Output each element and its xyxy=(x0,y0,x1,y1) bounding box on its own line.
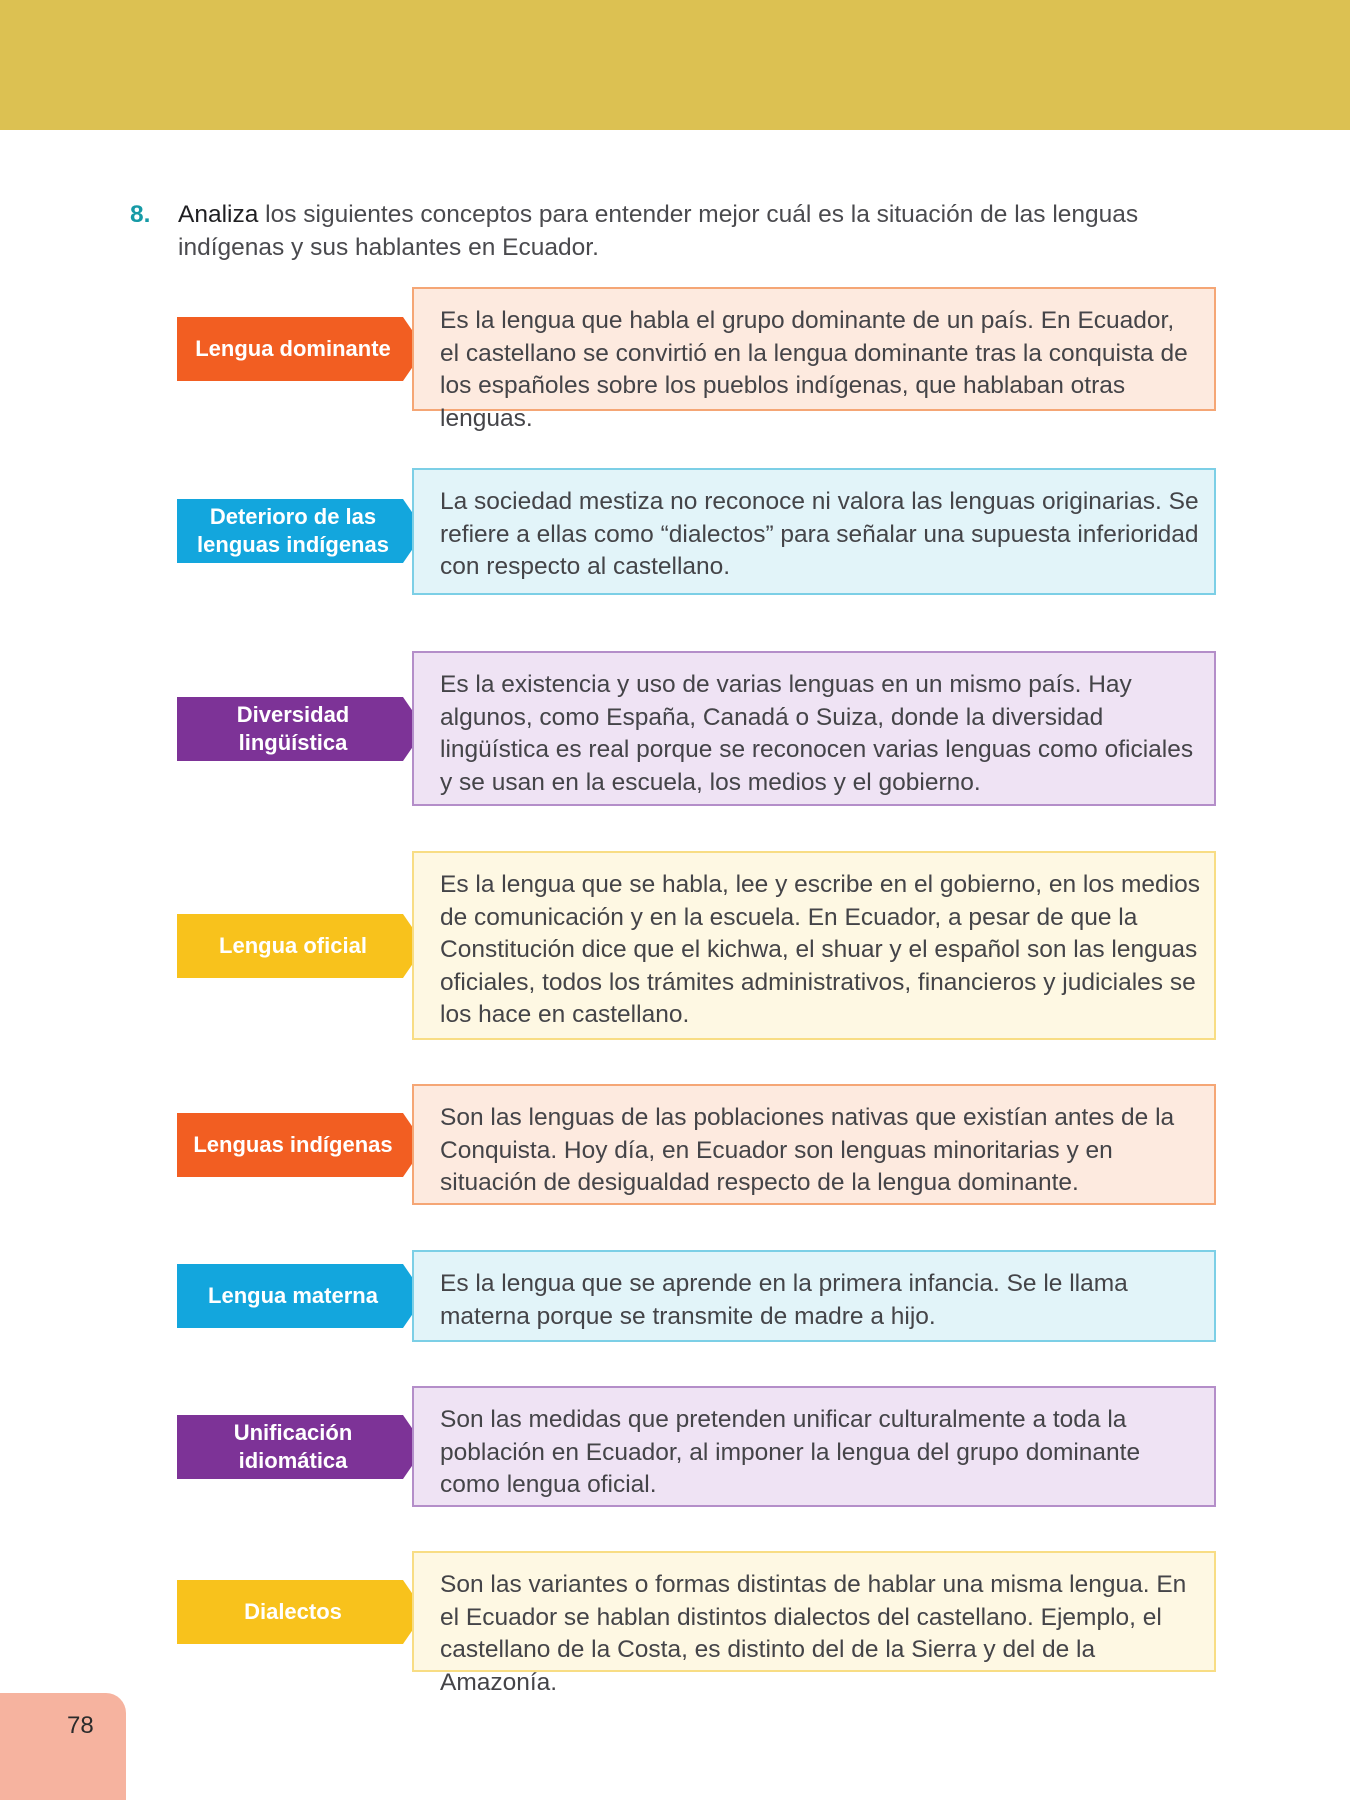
header-band xyxy=(0,0,1350,130)
concept-label: Diversidad lingüística xyxy=(236,702,350,755)
exercise-number: 8. xyxy=(130,201,151,228)
concept-tag-dialectos xyxy=(177,1580,403,1644)
concept-label: Lengua materna xyxy=(208,1283,378,1308)
concept-tag-lengua-dominante xyxy=(177,317,403,381)
concept-tag-lengua-materna xyxy=(177,1264,403,1328)
concept-definition: Son las lenguas de las poblaciones nativas que existían antes de la Conquista. Hoy día, en Ecuador son lenguas minoritarias y en situación de desigualdad respecto de la lengua dominante. xyxy=(440,1104,1175,1196)
concept-label: Lenguas indígenas xyxy=(193,1132,393,1157)
concept-box-lengua-materna xyxy=(412,1250,1216,1342)
concept-label: Unificación idiomática xyxy=(233,1420,353,1473)
concept-box-lenguas-indigenas xyxy=(412,1084,1216,1205)
page-number: 78 xyxy=(67,1712,94,1739)
concept-box-unificacion xyxy=(412,1386,1216,1507)
concept-tag-lengua-oficial xyxy=(177,914,403,978)
concept-label: Dialectos xyxy=(244,1599,342,1624)
concept-definition: Es la lengua que se habla, lee y escribe en el gobierno, en los medios de comunicación y en la escuela. En Ecuador, a pesar de que la Constitución dice que el kichwa, el shuar y el español son las lenguas oficiales, todos los trámites administrativos, financieros y judiciales se los hace en castellano. xyxy=(440,871,1200,1028)
concept-tag-deterioro xyxy=(177,499,403,563)
concept-tag-lenguas-indigenas xyxy=(177,1113,403,1177)
concept-box-lengua-oficial xyxy=(412,851,1216,1040)
concept-tag-unificacion xyxy=(177,1415,403,1479)
concept-label: Lengua oficial xyxy=(219,933,367,958)
concept-label: Lengua dominante xyxy=(195,336,391,361)
concept-box-diversidad xyxy=(412,651,1216,806)
concept-tag-diversidad xyxy=(177,697,403,761)
concept-box-deterioro xyxy=(412,468,1216,595)
instruction-verb: Analiza xyxy=(178,201,259,228)
concept-box-lengua-dominante xyxy=(412,287,1216,432)
exercise-instruction xyxy=(130,198,1190,264)
concept-label: Deterioro de las lenguas indígenas xyxy=(197,504,389,557)
page-number-tab xyxy=(0,1693,126,1800)
concept-definition: Es la lengua que se aprende en la primera infancia. Se le llama materna porque se transmite de madre a hijo. xyxy=(440,1270,1128,1330)
concept-definition: Es la lengua que habla el grupo dominante de un país. En Ecuador, el castellano se convirtió en la lengua dominante tras la conquista de los españoles sobre los pueblos indígenas, que hablaban otras lenguas. xyxy=(440,307,1188,432)
concept-definition: Son las variantes o formas distintas de hablar una misma lengua. En el Ecuador se hablan distintos dialectos del castellano. Ejemplo, el castellano de la Costa, es distinto del de la Sierra y del de la Amazonía. xyxy=(440,1571,1187,1696)
concept-box-dialectos xyxy=(412,1551,1216,1696)
concept-definition: Son las medidas que pretenden unificar culturalmente a toda la población en Ecuador, al imponer la lengua del grupo dominante como lengua oficial. xyxy=(440,1406,1141,1498)
concept-definition: Es la existencia y uso de varias lenguas en un mismo país. Hay algunos, como España, Canadá o Suiza, donde la diversidad lingüística es real porque se reconocen varias lenguas como oficiales y se usan en la escuela, los medios y el gobierno. xyxy=(440,671,1194,796)
instruction-text: los siguientes conceptos para entender mejor cuál es la situación de las lenguas indígenas y sus hablantes en Ecuador. xyxy=(178,201,1139,261)
concept-definition: La sociedad mestiza no reconoce ni valora las lenguas originarias. Se refiere a ellas como “dialectos” para señalar una supuesta inferioridad con respecto al castellano. xyxy=(440,488,1199,580)
